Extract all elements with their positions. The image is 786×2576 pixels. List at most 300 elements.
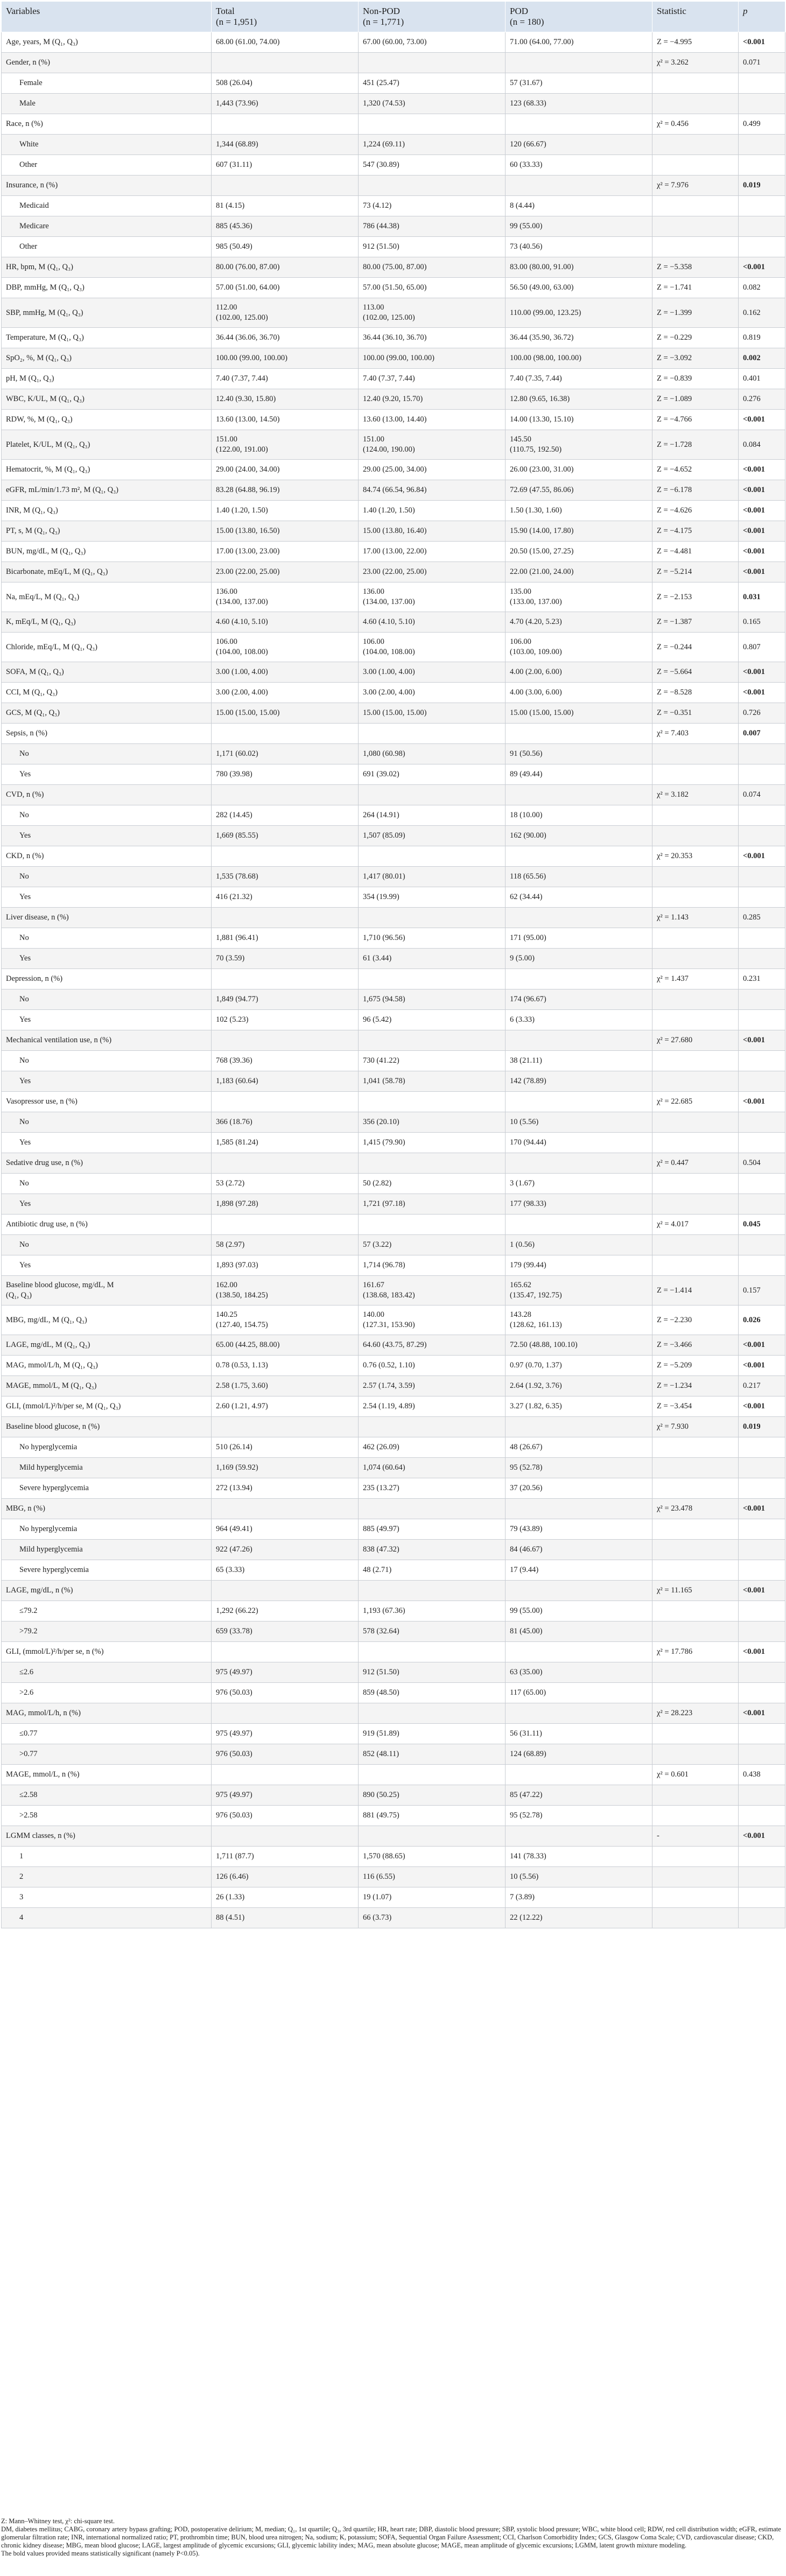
pod-cell: 117 (65.00): [506, 1683, 652, 1703]
variable-cell: Baseline blood glucose, mg/dL, M (Q₁, Q₃): [2, 1276, 212, 1305]
non-pod-cell: 1,041 (58.78): [359, 1071, 506, 1092]
statistic-cell: χ² = 23.478: [652, 1499, 739, 1519]
p-value-cell: <0.001: [739, 1642, 785, 1662]
pod-cell: 120 (66.67): [506, 135, 652, 155]
p-value-cell: 0.045: [739, 1215, 785, 1235]
p-value-cell: 0.162: [739, 298, 785, 328]
statistic-cell: Z = −5.209: [652, 1356, 739, 1376]
non-pod-cell: 885 (49.97): [359, 1519, 506, 1540]
statistic-cell: [652, 826, 739, 846]
variable-cell: Yes: [2, 949, 212, 969]
p-value-cell: [739, 94, 785, 114]
non-pod-cell: 0.76 (0.52, 1.10): [359, 1356, 506, 1376]
p-value-cell: <0.001: [739, 542, 785, 562]
statistic-cell: Z = −0.229: [652, 328, 739, 348]
statistic-cell: [652, 1458, 739, 1478]
statistic-cell: χ² = 0.456: [652, 114, 739, 135]
statistic-cell: χ² = 7.930: [652, 1417, 739, 1437]
table-row: [2, 278, 785, 298]
total-cell: 3.00 (1.00, 4.00): [212, 662, 359, 683]
table-row: [2, 1560, 785, 1581]
p-value-cell: 0.165: [739, 612, 785, 633]
table-row: [2, 724, 785, 744]
non-pod-cell: 3.00 (1.00, 4.00): [359, 662, 506, 683]
variable-cell: ≤2.58: [2, 1785, 212, 1806]
non-pod-cell: 29.00 (25.00, 34.00): [359, 460, 506, 480]
p-value-cell: 0.438: [739, 1765, 785, 1785]
total-cell: 57.00 (51.00, 64.00): [212, 278, 359, 298]
total-cell: 976 (50.03): [212, 1806, 359, 1826]
non-pod-cell: 7.40 (7.37, 7.44): [359, 369, 506, 389]
p-value-cell: [739, 73, 785, 94]
statistic-cell: Z = −2.230: [652, 1305, 739, 1335]
pod-cell: 38 (21.11): [506, 1051, 652, 1071]
statistic-cell: [652, 1112, 739, 1133]
statistic-cell: [652, 805, 739, 826]
pod-cell: [506, 1030, 652, 1051]
statistic-cell: Z = −3.454: [652, 1396, 739, 1417]
non-pod-cell: 912 (51.50): [359, 237, 506, 257]
statistic-cell: [652, 949, 739, 969]
footnote-bold-meaning: The bold values provided means statistically significant (namely P<0.05).: [1, 2550, 200, 2557]
total-cell: 282 (14.45): [212, 805, 359, 826]
variable-cell: MBG, n (%): [2, 1499, 212, 1519]
p-value-cell: 0.504: [739, 1153, 785, 1174]
total-cell: 1,183 (60.64): [212, 1071, 359, 1092]
table-row: [2, 887, 785, 908]
p-value-cell: 0.401: [739, 369, 785, 389]
non-pod-cell: [359, 785, 506, 805]
non-pod-cell: 113.00 (102.00, 125.00): [359, 298, 506, 328]
non-pod-cell: 4.60 (4.10, 5.10): [359, 612, 506, 633]
p-value-cell: 0.082: [739, 278, 785, 298]
variable-cell: RDW, %, M (Q₁, Q₃): [2, 410, 212, 430]
pod-cell: 37 (20.56): [506, 1478, 652, 1499]
statistic-cell: Z = −5.664: [652, 662, 739, 683]
table-row: [2, 703, 785, 724]
non-pod-cell: 12.40 (9.20, 15.70): [359, 389, 506, 410]
total-cell: [212, 1765, 359, 1785]
table-row: [2, 460, 785, 480]
non-pod-cell: 264 (14.91): [359, 805, 506, 826]
total-cell: 15.00 (15.00, 15.00): [212, 703, 359, 724]
non-pod-cell: 1,320 (74.53): [359, 94, 506, 114]
table-row: [2, 32, 785, 53]
variable-cell: No: [2, 1051, 212, 1071]
pod-cell: 63 (35.00): [506, 1662, 652, 1683]
variable-cell: Bicarbonate, mEq/L, M (Q₁, Q₃): [2, 562, 212, 582]
statistic-cell: Z = −1.089: [652, 389, 739, 410]
total-cell: 1,443 (73.96): [212, 94, 359, 114]
table-row: [2, 989, 785, 1010]
pod-cell: 12.80 (9.65, 16.38): [506, 389, 652, 410]
statistic-cell: Z = −2.153: [652, 582, 739, 612]
pod-cell: 4.00 (2.00, 6.00): [506, 662, 652, 683]
variable-cell: WBC, K/UL, M (Q₁, Q₃): [2, 389, 212, 410]
pod-cell: 26.00 (23.00, 31.00): [506, 460, 652, 480]
variable-cell: 3: [2, 1887, 212, 1908]
variable-cell: White: [2, 135, 212, 155]
p-value-cell: <0.001: [739, 257, 785, 278]
table-row: [2, 94, 785, 114]
variable-cell: Yes: [2, 1194, 212, 1215]
p-value-cell: [739, 1235, 785, 1255]
variable-cell: Na, mEq/L, M (Q₁, Q₃): [2, 582, 212, 612]
variable-cell: Mild hyperglycemia: [2, 1540, 212, 1560]
variable-cell: Age, years, M (Q₁, Q₃): [2, 32, 212, 53]
total-cell: [212, 1703, 359, 1724]
variable-cell: Chloride, mEq/L, M (Q₁, Q₃): [2, 633, 212, 662]
total-cell: 81 (4.15): [212, 196, 359, 216]
total-cell: 1,292 (66.22): [212, 1601, 359, 1622]
pod-cell: 15.00 (15.00, 15.00): [506, 703, 652, 724]
non-pod-cell: 1,710 (96.56): [359, 928, 506, 949]
total-cell: [212, 1092, 359, 1112]
p-value-cell: [739, 1437, 785, 1458]
p-value-cell: [739, 1133, 785, 1153]
table-row: [2, 612, 785, 633]
total-cell: 162.00 (138.50, 184.25): [212, 1276, 359, 1305]
p-value-cell: [739, 1908, 785, 1928]
variable-cell: Male: [2, 94, 212, 114]
statistic-cell: [652, 1662, 739, 1683]
statistic-cell: χ² = 20.353: [652, 846, 739, 867]
non-pod-cell: [359, 846, 506, 867]
non-pod-cell: [359, 1499, 506, 1519]
pod-cell: 100.00 (98.00, 100.00): [506, 348, 652, 369]
p-value-cell: [739, 1194, 785, 1215]
table-row: [2, 1581, 785, 1601]
pod-cell: [506, 785, 652, 805]
total-cell: 29.00 (24.00, 34.00): [212, 460, 359, 480]
statistic-cell: [652, 1908, 739, 1928]
total-cell: [212, 908, 359, 928]
non-pod-cell: 50 (2.82): [359, 1174, 506, 1194]
total-cell: [212, 1153, 359, 1174]
pod-cell: 6 (3.33): [506, 1010, 652, 1030]
total-cell: 65 (3.33): [212, 1560, 359, 1581]
total-cell: 112.00 (102.00, 125.00): [212, 298, 359, 328]
pod-cell: 1.50 (1.30, 1.60): [506, 501, 652, 521]
variable-cell: ≤2.6: [2, 1662, 212, 1683]
p-value-cell: [739, 744, 785, 764]
header-statistic: Statistic: [652, 2, 739, 32]
statistic-cell: χ² = 0.447: [652, 1153, 739, 1174]
p-value-cell: <0.001: [739, 460, 785, 480]
variable-cell: Severe hyperglycemia: [2, 1560, 212, 1581]
total-cell: [212, 846, 359, 867]
total-cell: [212, 1215, 359, 1235]
pod-cell: 18 (10.00): [506, 805, 652, 826]
statistic-cell: [652, 989, 739, 1010]
total-cell: 976 (50.03): [212, 1683, 359, 1703]
p-value-cell: 0.807: [739, 633, 785, 662]
pod-cell: 170 (94.44): [506, 1133, 652, 1153]
pod-cell: 4.00 (3.00, 6.00): [506, 683, 652, 703]
variable-cell: No: [2, 1235, 212, 1255]
non-pod-cell: [359, 114, 506, 135]
pod-cell: 71.00 (64.00, 77.00): [506, 32, 652, 53]
pod-cell: 8 (4.44): [506, 196, 652, 216]
table-row: [2, 1194, 785, 1215]
table-row: [2, 1724, 785, 1744]
pod-cell: 22.00 (21.00, 24.00): [506, 562, 652, 582]
non-pod-cell: 48 (2.71): [359, 1560, 506, 1581]
total-cell: 58 (2.97): [212, 1235, 359, 1255]
p-value-cell: <0.001: [739, 1396, 785, 1417]
non-pod-cell: [359, 176, 506, 196]
variable-cell: MAG, mmol/L/h, n (%): [2, 1703, 212, 1724]
p-value-cell: [739, 1010, 785, 1030]
variable-cell: ≤0.77: [2, 1724, 212, 1744]
variable-cell: No hyperglycemia: [2, 1437, 212, 1458]
pod-cell: 0.97 (0.70, 1.37): [506, 1356, 652, 1376]
table-row: [2, 1519, 785, 1540]
table-row: [2, 114, 785, 135]
statistic-cell: [652, 196, 739, 216]
table-row: [2, 480, 785, 501]
statistic-cell: χ² = 3.182: [652, 785, 739, 805]
total-cell: [212, 1642, 359, 1662]
total-cell: 416 (21.32): [212, 887, 359, 908]
total-cell: [212, 176, 359, 196]
p-value-cell: <0.001: [739, 1499, 785, 1519]
total-cell: 508 (26.04): [212, 73, 359, 94]
pod-cell: 142 (78.89): [506, 1071, 652, 1092]
statistic-cell: χ² = 4.017: [652, 1215, 739, 1235]
table-row: [2, 1030, 785, 1051]
non-pod-cell: 235 (13.27): [359, 1478, 506, 1499]
statistic-cell: [652, 1683, 739, 1703]
total-cell: [212, 53, 359, 73]
table-row: [2, 1335, 785, 1356]
table-row: [2, 805, 785, 826]
total-cell: 659 (33.78): [212, 1622, 359, 1642]
non-pod-cell: 912 (51.50): [359, 1662, 506, 1683]
non-pod-cell: 354 (19.99): [359, 887, 506, 908]
total-cell: 1,881 (96.41): [212, 928, 359, 949]
non-pod-cell: 462 (26.09): [359, 1437, 506, 1458]
statistic-cell: [652, 73, 739, 94]
variable-cell: Yes: [2, 826, 212, 846]
non-pod-cell: 2.54 (1.19, 4.89): [359, 1396, 506, 1417]
p-value-cell: <0.001: [739, 521, 785, 542]
statistic-cell: χ² = 0.601: [652, 1765, 739, 1785]
total-cell: 975 (49.97): [212, 1785, 359, 1806]
total-cell: 272 (13.94): [212, 1478, 359, 1499]
pod-cell: 84 (46.67): [506, 1540, 652, 1560]
table-row: [2, 430, 785, 460]
total-cell: 2.58 (1.75, 3.60): [212, 1376, 359, 1396]
total-cell: 1,344 (68.89): [212, 135, 359, 155]
variable-cell: No: [2, 928, 212, 949]
statistic-cell: Z = −8.528: [652, 683, 739, 703]
pod-cell: 22 (12.22): [506, 1908, 652, 1928]
total-cell: [212, 1826, 359, 1847]
baseline-characteristics-table-wrap: [1, 1, 785, 1928]
table-row: [2, 1235, 785, 1255]
non-pod-cell: 1,570 (88.65): [359, 1847, 506, 1867]
variable-cell: Yes: [2, 1010, 212, 1030]
statistic-cell: [652, 1724, 739, 1744]
total-cell: 607 (31.11): [212, 155, 359, 176]
variable-cell: MAG, mmol/L/h, M (Q₁, Q₃): [2, 1356, 212, 1376]
pod-cell: 3.27 (1.82, 6.35): [506, 1396, 652, 1417]
table-row: [2, 521, 785, 542]
non-pod-cell: 1,714 (96.78): [359, 1255, 506, 1276]
table-row: [2, 1887, 785, 1908]
table-row: [2, 1153, 785, 1174]
statistic-cell: [652, 867, 739, 887]
table-body: [2, 32, 785, 1928]
variable-cell: LAGE, mg/dL, M (Q₁, Q₃): [2, 1335, 212, 1356]
p-value-cell: 0.726: [739, 703, 785, 724]
table-row: [2, 633, 785, 662]
variable-cell: Depression, n (%): [2, 969, 212, 989]
non-pod-cell: 1,507 (85.09): [359, 826, 506, 846]
non-pod-cell: 36.44 (36.10, 36.70): [359, 328, 506, 348]
non-pod-cell: 57.00 (51.50, 65.00): [359, 278, 506, 298]
statistic-cell: Z = −4.175: [652, 521, 739, 542]
p-value-cell: <0.001: [739, 1703, 785, 1724]
baseline-characteristics-table: [1, 1, 785, 1928]
table-row: [2, 1051, 785, 1071]
pod-cell: 10 (5.56): [506, 1867, 652, 1887]
non-pod-cell: 1,074 (60.64): [359, 1458, 506, 1478]
total-cell: 68.00 (61.00, 74.00): [212, 32, 359, 53]
variable-cell: 4: [2, 1908, 212, 1928]
variable-cell: Hematocrit, %, M (Q₁, Q₃): [2, 460, 212, 480]
p-value-cell: 0.007: [739, 724, 785, 744]
pod-cell: 62 (34.44): [506, 887, 652, 908]
table-row: [2, 237, 785, 257]
statistic-cell: [652, 1785, 739, 1806]
statistic-cell: χ² = 17.786: [652, 1642, 739, 1662]
statistic-cell: [652, 744, 739, 764]
statistic-cell: [652, 1806, 739, 1826]
statistic-cell: χ² = 1.143: [652, 908, 739, 928]
variable-cell: Mechanical ventilation use, n (%): [2, 1030, 212, 1051]
table-row: [2, 196, 785, 216]
non-pod-cell: 1,417 (80.01): [359, 867, 506, 887]
total-cell: 100.00 (99.00, 100.00): [212, 348, 359, 369]
variable-cell: HR, bpm, M (Q₁, Q₃): [2, 257, 212, 278]
non-pod-cell: 356 (20.10): [359, 1112, 506, 1133]
total-cell: 136.00 (134.00, 137.00): [212, 582, 359, 612]
pod-cell: 4.70 (4.20, 5.23): [506, 612, 652, 633]
table-row: [2, 1601, 785, 1622]
variable-cell: No: [2, 805, 212, 826]
p-value-cell: <0.001: [739, 501, 785, 521]
total-cell: 126 (6.46): [212, 1867, 359, 1887]
header-non-pod: Non-POD (n = 1,771): [359, 2, 506, 32]
non-pod-cell: [359, 1765, 506, 1785]
non-pod-cell: 15.00 (13.80, 16.40): [359, 521, 506, 542]
variable-cell: BUN, mg/dL, M (Q₁, Q₃): [2, 542, 212, 562]
table-row: [2, 1765, 785, 1785]
p-value-cell: [739, 1683, 785, 1703]
pod-cell: 99 (55.00): [506, 1601, 652, 1622]
pod-cell: 135.00 (133.00, 137.00): [506, 582, 652, 612]
non-pod-cell: 547 (30.89): [359, 155, 506, 176]
non-pod-cell: 17.00 (13.00, 22.00): [359, 542, 506, 562]
non-pod-cell: 136.00 (134.00, 137.00): [359, 582, 506, 612]
variable-cell: >0.77: [2, 1744, 212, 1765]
non-pod-cell: 1,224 (69.11): [359, 135, 506, 155]
table-row: [2, 1092, 785, 1112]
total-cell: 102 (5.23): [212, 1010, 359, 1030]
table-row: [2, 155, 785, 176]
variable-cell: Sepsis, n (%): [2, 724, 212, 744]
p-value-cell: 0.157: [739, 1276, 785, 1305]
statistic-cell: Z = −1.414: [652, 1276, 739, 1305]
variable-cell: GLI, (mmol/L)²/h/per se, M (Q₁, Q₃): [2, 1396, 212, 1417]
table-row: [2, 328, 785, 348]
statistic-cell: [652, 94, 739, 114]
statistic-cell: [652, 1847, 739, 1867]
pod-cell: 99 (55.00): [506, 216, 652, 237]
non-pod-cell: 890 (50.25): [359, 1785, 506, 1806]
total-cell: 1,669 (85.55): [212, 826, 359, 846]
non-pod-cell: 838 (47.32): [359, 1540, 506, 1560]
statistic-cell: χ² = 1.437: [652, 969, 739, 989]
table-row: [2, 216, 785, 237]
table-row: [2, 176, 785, 196]
total-cell: [212, 969, 359, 989]
p-value-cell: <0.001: [739, 410, 785, 430]
total-cell: 17.00 (13.00, 23.00): [212, 542, 359, 562]
p-value-cell: 0.499: [739, 114, 785, 135]
pod-cell: 15.90 (14.00, 17.80): [506, 521, 652, 542]
total-cell: 0.78 (0.53, 1.13): [212, 1356, 359, 1376]
p-value-cell: [739, 1255, 785, 1276]
table-row: [2, 1826, 785, 1847]
table-row: [2, 501, 785, 521]
p-value-cell: 0.031: [739, 582, 785, 612]
non-pod-cell: [359, 1030, 506, 1051]
pod-cell: [506, 1581, 652, 1601]
statistic-cell: χ² = 28.223: [652, 1703, 739, 1724]
p-value-cell: [739, 1847, 785, 1867]
pod-cell: 83.00 (80.00, 91.00): [506, 257, 652, 278]
table-row: [2, 683, 785, 703]
variable-cell: MAGE, mmol/L, M (Q₁, Q₃): [2, 1376, 212, 1396]
pod-cell: 143.28 (128.62, 161.13): [506, 1305, 652, 1335]
p-value-cell: [739, 887, 785, 908]
pod-cell: 56 (31.11): [506, 1724, 652, 1744]
pod-cell: 141 (78.33): [506, 1847, 652, 1867]
p-value-cell: <0.001: [739, 480, 785, 501]
pod-cell: [506, 1092, 652, 1112]
table-row: [2, 582, 785, 612]
pod-cell: 171 (95.00): [506, 928, 652, 949]
table-row: [2, 1305, 785, 1335]
total-cell: 26 (1.33): [212, 1887, 359, 1908]
non-pod-cell: [359, 969, 506, 989]
table-row: [2, 1744, 785, 1765]
variable-cell: Yes: [2, 1071, 212, 1092]
table-row: [2, 1662, 785, 1683]
non-pod-cell: [359, 908, 506, 928]
pod-cell: 124 (68.89): [506, 1744, 652, 1765]
pod-cell: [506, 1765, 652, 1785]
statistic-cell: [652, 237, 739, 257]
p-value-cell: [739, 1458, 785, 1478]
statistic-cell: [652, 1133, 739, 1153]
pod-cell: 60 (33.33): [506, 155, 652, 176]
pod-cell: 95 (52.78): [506, 1806, 652, 1826]
statistic-cell: [652, 1887, 739, 1908]
